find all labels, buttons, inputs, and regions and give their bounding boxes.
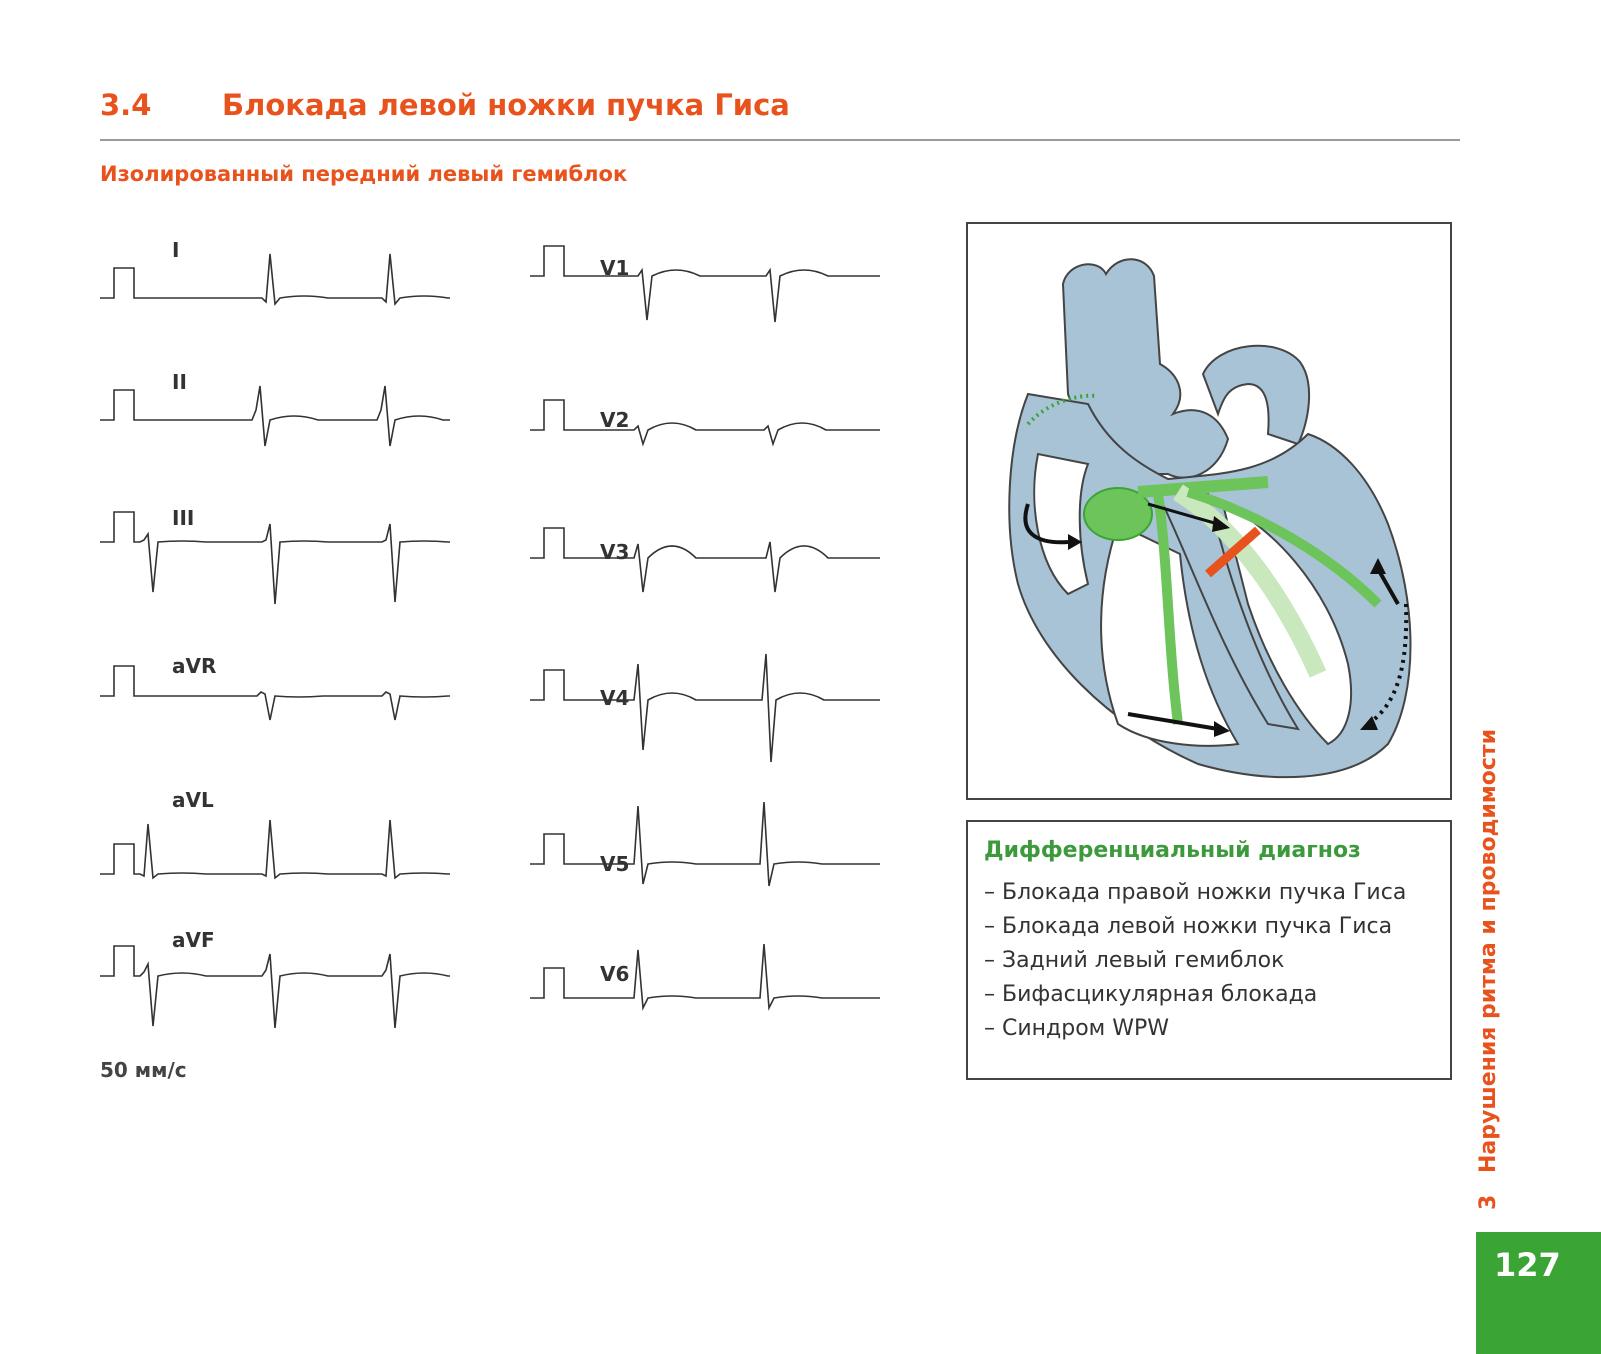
lead-label-v2: V2 xyxy=(600,408,630,432)
paper-speed-label: 50 мм/с xyxy=(100,1058,187,1082)
heart-conduction-diagram xyxy=(966,222,1452,800)
ecg-trace-iii xyxy=(100,508,470,618)
ecg-trace-avf-line xyxy=(100,946,450,1028)
ecg-trace-v5 xyxy=(530,822,900,922)
chapter-title: Нарушения ритма и проводимости xyxy=(1476,728,1501,1174)
ecg-trace-avl xyxy=(100,800,470,900)
differential-diagnosis-box xyxy=(966,820,1452,1080)
ecg-trace-v4-line xyxy=(530,654,880,762)
ecg-trace-i-line xyxy=(100,254,450,304)
ecg-trace-avr-line xyxy=(100,666,450,720)
differential-list xyxy=(984,876,1406,1046)
differential-item: – Синдром WPW xyxy=(984,1016,1170,1041)
heart-illustration xyxy=(968,224,1450,798)
ecg-trace-v1 xyxy=(530,234,900,334)
lead-label-ii: II xyxy=(172,370,187,394)
ecg-trace-ii-line xyxy=(100,386,450,446)
differential-item: – Блокада левой ножки пучка Гиса xyxy=(984,914,1393,939)
ecg-trace-v3 xyxy=(530,518,900,618)
ecg-trace-v2-line xyxy=(530,400,880,444)
lead-label-v5: V5 xyxy=(600,852,630,876)
chapter-side-text xyxy=(1476,700,1516,1210)
section-number: 3.4 xyxy=(100,88,152,122)
ecg-trace-i xyxy=(100,240,470,330)
lead-label-v1: V1 xyxy=(600,256,630,280)
page-number: 127 xyxy=(1494,1246,1561,1284)
lead-label-avr: aVR xyxy=(172,654,217,678)
lead-label-v3: V3 xyxy=(600,540,630,564)
ecg-trace-v6 xyxy=(530,960,900,1050)
ecg-trace-iii-line xyxy=(100,512,450,604)
ecg-trace-v4 xyxy=(530,660,900,780)
chapter-side-tab xyxy=(1468,700,1528,1210)
ecg-trace-v1-line xyxy=(530,246,880,322)
differential-item: – Задний левый гемиблок xyxy=(984,948,1285,973)
ecg-trace-v5-line xyxy=(530,802,880,886)
lead-label-v4: V4 xyxy=(600,686,630,710)
ecg-trace-avr xyxy=(100,656,470,746)
differential-title: Дифференциальный диагноз xyxy=(984,838,1361,863)
ecg-trace-avl-line xyxy=(100,820,450,878)
header-divider xyxy=(100,139,1460,141)
ecg-trace-v6-line xyxy=(530,944,880,1008)
lead-label-iii: III xyxy=(172,506,195,530)
lead-label-v6: V6 xyxy=(600,962,630,986)
chapter-number: 3 xyxy=(1476,1194,1501,1210)
ecg-trace-v2 xyxy=(530,390,900,470)
differential-item: – Блокада правой ножки пучка Гиса xyxy=(984,880,1407,905)
section-title: Блокада левой ножки пучка Гиса xyxy=(222,88,790,122)
lead-label-i: I xyxy=(172,238,180,262)
ecg-trace-ii xyxy=(100,372,470,462)
ecg-trace-v3-line xyxy=(530,528,880,592)
lead-label-avf: aVF xyxy=(172,928,215,952)
differential-item: – Бифасцикулярная блокада xyxy=(984,982,1318,1007)
ecg-trace-avf xyxy=(100,940,470,1050)
page-number-tab xyxy=(1476,1232,1601,1354)
page-subtitle: Изолированный передний левый гемиблок xyxy=(100,162,628,186)
lead-label-avl: aVL xyxy=(172,788,214,812)
